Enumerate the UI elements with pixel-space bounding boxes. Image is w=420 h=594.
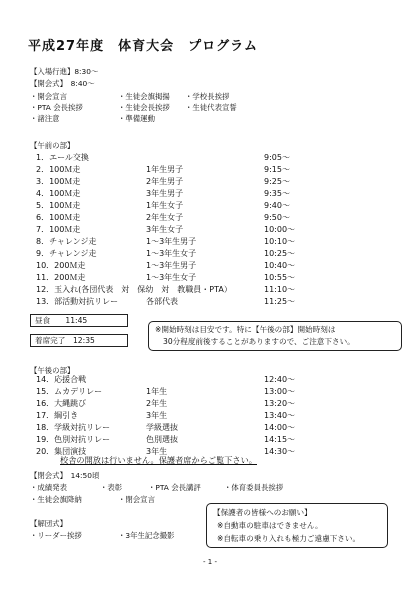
- event-name: 18．学級対抗リレー: [36, 423, 111, 432]
- event-group: 1～3年生男子: [146, 237, 197, 246]
- closing-item: ・表彰: [100, 483, 123, 492]
- lunch-label: 昼食 11:45: [35, 316, 88, 325]
- opening-item: ・生徒会旗掲揚: [118, 92, 170, 101]
- event-group: 3年生: [146, 411, 168, 420]
- guardian-notice-box: [206, 503, 388, 548]
- event-time: 10:40～: [264, 261, 296, 270]
- event-group: 1～3年生女子: [146, 273, 197, 282]
- event-time: 9:05～: [264, 153, 290, 162]
- event-time: 14:30～: [264, 447, 296, 456]
- event-group: 3年生男子: [146, 189, 184, 198]
- opening-item: ・学校長挨拶: [185, 92, 230, 101]
- closing-item: ・閉会宣言: [118, 495, 155, 504]
- event-name: 6．100Ｍ走: [36, 213, 81, 222]
- event-group: 1年生男子: [146, 165, 184, 174]
- event-group: 3年生: [146, 447, 168, 456]
- page-number: - 1 -: [203, 558, 217, 566]
- event-time: 13:20～: [264, 399, 296, 408]
- closing-item: ・体育委員長挨拶: [224, 483, 284, 492]
- event-group: 2年生: [146, 399, 168, 408]
- event-time: 10:55～: [264, 273, 296, 282]
- return-box: [30, 334, 128, 347]
- event-name: 2．100Ｍ走: [36, 165, 81, 174]
- event-name: 3．100Ｍ走: [36, 177, 81, 186]
- event-name: 12．玉入れ(各団代表 対 保幼 対 教職員・PTA）: [36, 285, 232, 294]
- opening-item: ・PTA 会長挨拶: [30, 103, 83, 112]
- event-name: 5．100Ｍ走: [36, 201, 81, 210]
- event-time: 10:00～: [264, 225, 296, 234]
- event-group: 2年生女子: [146, 213, 184, 222]
- event-group: 色別選抜: [146, 435, 178, 444]
- morning-header: 【午前の部】: [30, 141, 75, 150]
- event-name: 8．チャレンジ走: [36, 237, 97, 246]
- opening-item: ・生徒代表宣誓: [185, 103, 237, 112]
- event-name: 16．大縄跳び: [36, 399, 87, 408]
- event-group: 1年生: [146, 387, 168, 396]
- schedule-note-line: ※開始時刻は目安です。特に【午後の部】開始時刻は: [155, 325, 336, 334]
- dismissal-item: ・リーダー挨拶: [30, 531, 82, 540]
- event-group: 学級選抜: [146, 423, 178, 432]
- event-name: 13．部活動対抗リレー: [36, 297, 119, 306]
- building-notice: 校舎の開放は行いません。保護者席からご覧下さい。: [60, 455, 257, 465]
- closing-item: ・PTA 会長講評: [148, 483, 201, 492]
- event-group: 1～3年生女子: [146, 249, 197, 258]
- event-time: 9:15～: [264, 165, 290, 174]
- event-group: 1年生女子: [146, 201, 184, 210]
- opening-item: ・諸注意: [30, 114, 60, 123]
- event-time: 14:00～: [264, 423, 296, 432]
- event-group: 各部代表: [146, 297, 178, 306]
- opening-header: 【開会式】 8:40～: [30, 79, 95, 88]
- event-name: 11．200Ｍ走: [36, 273, 86, 282]
- event-time: 9:25～: [264, 177, 290, 186]
- schedule-note: [148, 321, 402, 351]
- event-time: 12:40～: [264, 375, 296, 384]
- entrance-time: 【入場行進】8:30～: [30, 67, 99, 76]
- closing-header: 【閉会式】 14:50頃: [30, 471, 100, 480]
- event-name: 1．エール交換: [36, 153, 89, 162]
- event-time: 11:10～: [264, 285, 296, 294]
- guardian-notice-title: 【保護者の皆様へのお願い】: [213, 508, 312, 517]
- opening-item: ・生徒会長挨拶: [118, 103, 170, 112]
- closing-item: ・生徒会旗降納: [30, 495, 82, 504]
- event-name: 9．チャレンジ走: [36, 249, 97, 258]
- dismissal-header: 【解団式】: [30, 519, 67, 528]
- event-name: 7．100Ｍ走: [36, 225, 81, 234]
- event-name: 17．綱引き: [36, 411, 79, 420]
- event-group: 3年生女子: [146, 225, 184, 234]
- event-name: 20．集団演技: [36, 447, 87, 456]
- dismissal-item: ・3年生記念撮影: [118, 531, 175, 540]
- event-name: 4．100Ｍ走: [36, 189, 81, 198]
- event-name: 19．色別対抗リレー: [36, 435, 111, 444]
- event-time: 13:40～: [264, 411, 296, 420]
- event-time: 13:00～: [264, 387, 296, 396]
- schedule-note-line: 30分程度前後することがありますので、ご注意下さい。: [163, 337, 355, 346]
- guardian-notice-line: ※自動車の駐車はできません。: [217, 521, 323, 530]
- event-time: 14:15～: [264, 435, 296, 444]
- event-time: 10:25～: [264, 249, 296, 258]
- event-time: 10:10～: [264, 237, 296, 246]
- event-time: 11:25～: [264, 297, 296, 306]
- event-group: 1～3年生男子: [146, 261, 197, 270]
- event-time: 9:35～: [264, 189, 290, 198]
- return-label: 着席完了 12:35: [35, 336, 95, 345]
- event-name: 15．ムカデリレー: [36, 387, 103, 396]
- page-title: 平成27年度 体育大会 プログラム: [28, 39, 258, 54]
- guardian-notice-line: ※自転車の乗り入れも極力ご遠慮下さい。: [217, 534, 361, 543]
- event-group: 2年生男子: [146, 177, 184, 186]
- event-time: 9:40～: [264, 201, 290, 210]
- closing-item: ・成績発表: [30, 483, 67, 492]
- opening-item: ・開会宣言: [30, 92, 67, 101]
- event-name: 10．200Ｍ走: [36, 261, 86, 270]
- opening-item: ・準備運動: [118, 114, 155, 123]
- lunch-box: [30, 314, 128, 327]
- afternoon-header: 【午後の部】: [30, 366, 75, 375]
- event-name: 14．応援合戦: [36, 375, 87, 384]
- event-time: 9:50～: [264, 213, 290, 222]
